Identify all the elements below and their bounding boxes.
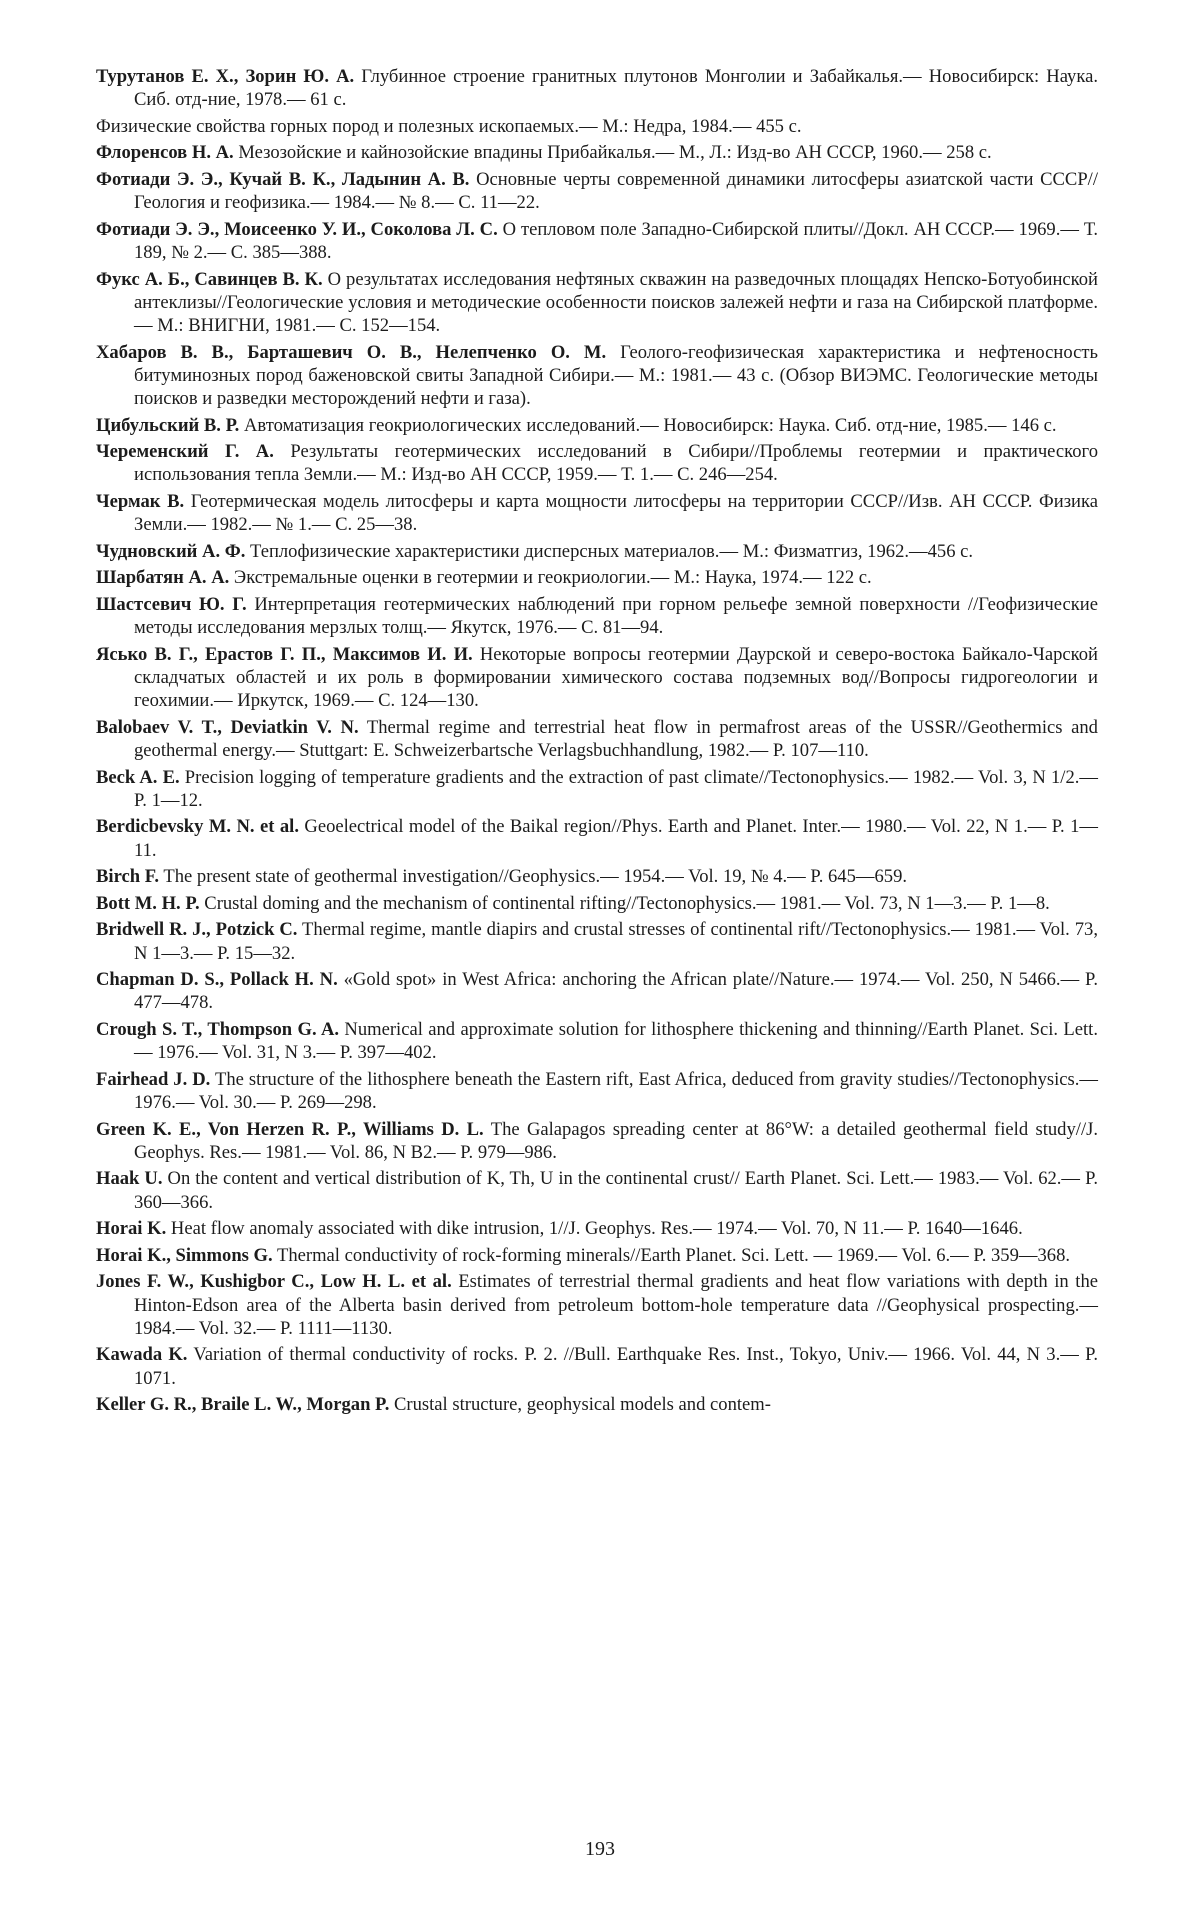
reference-entry <box>96 1167 1098 1213</box>
reference-authors: Green K. E., Von Herzen R. P., Williams D. L. <box>96 1118 484 1140</box>
reference-details: Некоторые вопросы геотермии Даурской и северо-востока Байкало-Чарской складчатых областей и их роль в формировании химического состава подземных вод//Вопросы гидрогеологии и геохимии.— Иркутск, 1969.— С. 124—130. <box>134 643 1098 712</box>
reference-details: Экстремальные оценки в геотермии и геокриологии.— М.: Наука, 1974.— 122 с. <box>229 567 872 589</box>
reference-details: О тепловом поле Западно-Сибирской плиты//Докл. АН СССР.— 1969.— Т. 189, № 2.— С. 385—388. <box>134 218 1098 263</box>
reference-entry <box>96 1018 1098 1064</box>
reference-authors: Чудновский А. Ф. <box>96 540 246 562</box>
reference-details: Crustal doming and the mechanism of continental rifting//Tectonophysics.— 1981.— Vol. 73, N 1—3.— P. 1—8. <box>199 892 1050 914</box>
reference-entry <box>96 968 1098 1014</box>
reference-authors: Флоренсов Н. А. <box>96 142 234 164</box>
reference-details: Интерпретация геотермических наблюдений при горном рельефе земной поверхности //Геофизические методы исследования мерзлых толщ.— Якутск, 1976.— С. 81—94. <box>134 593 1098 639</box>
reference-authors: Bott M. H. P. <box>96 892 200 914</box>
reference-details: Мезозойские и кайнозойские впадины Прибайкалья.— М., Л.: Изд-во АН СССР, 1960.— 258 с. <box>233 142 992 164</box>
reference-details: The present state of geothermal investigation//Geophysics.— 1954.— Vol. 19, № 4.— P. 645—659. <box>159 866 908 888</box>
reference-entry <box>96 218 1098 264</box>
reference-details: Геолого-геофизическая характеристика и нефтеносность битуминозных пород баженовской свиты Западной Сибири.— М.: 1981.— 43 с. (Обзор ВИЭМС. Геологические методы поисков и разведки месторождений нефти и газа). <box>134 341 1098 409</box>
reference-entry <box>96 168 1098 214</box>
reference-details: Автоматизация геокриологических исследований.— Новосибирск: Наука. Сиб. отд-ние, 1985.— 146 с. <box>239 414 1057 436</box>
reference-entry <box>96 643 1098 713</box>
reference-entry <box>96 141 1098 164</box>
reference-entry <box>96 341 1098 411</box>
reference-authors: Jones F. W., Kushigbor C., Low H. L. et al. <box>96 1271 452 1293</box>
reference-details: Геотермическая модель литосферы и карта мощности литосферы на территории СССР//Изв. АН СССР. Физика Земли.— 1982.— № 1.— С. 25—38. <box>134 490 1098 536</box>
reference-entry <box>96 490 1098 536</box>
reference-entry <box>96 865 1098 888</box>
reference-authors: Хабаров В. В., Барташевич О. В., Нелепченко О. М. <box>96 341 607 363</box>
reference-entry <box>96 1118 1098 1164</box>
reference-entry <box>96 65 1098 111</box>
reference-details: Numerical and approximate solution for lithosphere thickening and thinning//Earth Planet. Sci. Lett.— 1976.— Vol. 31, N 3.— P. 397—402. <box>134 1018 1098 1064</box>
reference-authors: Фотиади Э. Э., Кучай В. К., Ладынин А. В. <box>96 168 470 190</box>
reference-entry <box>96 593 1098 639</box>
reference-details: О результатах исследования нефтяных скважин на разведочных площадях Непско-Ботуобинской антеклизы//Геологические условия и методические особенности поисков залежей нефти и газа на Сибирской платформе.— М.: ВНИГНИ, 1981.— С. 152—154. <box>134 268 1098 336</box>
reference-details: Estimates of terrestrial thermal gradients and heat flow variations with depth in the Hinton-Edson area of the Alberta basin derived from petroleum bottom-hole temperature data //Geophysical prospecting.— 1984.— Vol. 32.— P. 1111—1130. <box>134 1271 1098 1339</box>
reference-entry <box>96 1343 1098 1389</box>
reference-details: Глубинное строение гранитных плутонов Монголии и Забайкалья.— Новосибирск: Наука. Сиб. отд-ние, 1978.— 61 с. <box>134 66 1098 111</box>
reference-authors: Bridwell R. J., Potzick C. <box>96 919 298 941</box>
reference-details: «Gold spot» in West Africa: anchoring the African plate//Nature.— 1974.— Vol. 250, N 5466.— P. 477—478. <box>134 969 1098 1014</box>
reference-authors: Haak U. <box>96 1168 163 1190</box>
reference-authors: Ясько В. Г., Ерастов Г. П., Максимов И. И. <box>96 643 473 665</box>
reference-details: Precision logging of temperature gradients and the extraction of past climate//Tectonophysics.— 1982.— Vol. 3, N 1/2.— P. 1—12. <box>134 766 1098 811</box>
reference-details: Variation of thermal conductivity of rocks. P. 2. //Bull. Earthquake Res. Inst., Tokyo, Univ.— 1966. Vol. 44, N 3.— P. 1071. <box>134 1344 1098 1389</box>
reference-details: Thermal conductivity of rock-forming minerals//Earth Planet. Sci. Lett. — 1969.— Vol. 6.— P. 359—368. <box>272 1244 1071 1266</box>
reference-entry <box>96 566 1098 589</box>
reference-authors: Horai K., Simmons G. <box>96 1244 273 1266</box>
reference-entry <box>96 815 1098 861</box>
reference-entry <box>96 1393 1098 1416</box>
reference-authors: Chapman D. S., Pollack H. N. <box>96 969 338 991</box>
reference-details: On the content and vertical distribution of K, Th, U in the continental crust// Earth Planet. Sci. Lett.— 1983.— Vol. 62.— P. 360—366. <box>134 1168 1098 1213</box>
reference-entry <box>96 268 1098 338</box>
reference-entry <box>96 115 1098 138</box>
reference-authors: Horai K. <box>96 1218 167 1240</box>
reference-entry <box>96 918 1098 964</box>
reference-entry <box>96 1217 1098 1240</box>
reference-details: Thermal regime and terrestrial heat flow in permafrost areas of the USSR//Geothermics and geothermal energy.— Stuttgart: E. Schweizerbartsche Verlagsbuchhandlung, 1982.— P. 107—110. <box>134 716 1098 761</box>
reference-details: The Galapagos spreading center at 86°W: a detailed geothermal field study//J. Geophys. Res.— 1981.— Vol. 86, N B2.— P. 979—986. <box>134 1118 1098 1163</box>
reference-authors: Шастсевич Ю. Г. <box>96 593 247 615</box>
reference-details: Физические свойства горных пород и полезных ископаемых.— М.: Недра, 1984.— 455 с. <box>96 115 802 137</box>
reference-entry <box>96 1068 1098 1114</box>
reference-details: Результаты геотермических исследований в Сибири//Проблемы геотермии и практического использования тепла Земли.— М.: Изд-во АН СССР, 1959.— Т. 1.— С. 246—254. <box>134 441 1099 486</box>
reference-entry <box>96 540 1098 563</box>
reference-details: Geoelectrical model of the Baikal region//Phys. Earth and Planet. Inter.— 1980.— Vol. 22, N 1.— P. 1—11. <box>134 816 1098 861</box>
reference-entry <box>96 440 1098 486</box>
reference-authors: Balobaev V. T., Deviatkin V. N. <box>96 716 359 738</box>
reference-details: The structure of the lithosphere beneath the Eastern rift, East Africa, deduced from gravity studies//Tectonophysics.— 1976.— Vol. 30.— P. 269—298. <box>134 1068 1099 1113</box>
reference-authors: Kawada K. <box>96 1344 188 1366</box>
reference-authors: Череменский Г. А. <box>96 441 274 463</box>
reference-authors: Фукс А. Б., Савинцев В. К. <box>96 268 323 290</box>
reference-entry <box>96 892 1098 915</box>
reference-authors: Чермак В. <box>96 490 185 512</box>
reference-authors: Crough S. T., Thompson G. A. <box>96 1018 340 1040</box>
reference-details: Теплофизические характеристики дисперсных материалов.— М.: Физматгиз, 1962.—456 с. <box>245 540 974 562</box>
reference-details: Основные черты современной динамики литосферы азиатской части СССР//Геология и геофизика.— 1984.— № 8.— С. 11—22. <box>134 168 1098 214</box>
reference-entry <box>96 716 1098 762</box>
reference-entry <box>96 1244 1098 1267</box>
reference-authors: Фотиади Э. Э., Моисеенко У. И., Соколова Л. С. <box>96 218 498 240</box>
reference-authors: Keller G. R., Braile L. W., Morgan P. <box>96 1394 390 1416</box>
reference-authors: Berdicbevsky M. N. et al. <box>96 816 299 838</box>
reference-authors: Цибульский В. Р. <box>96 414 240 436</box>
reference-details: Heat flow anomaly associated with dike intrusion, 1//J. Geophys. Res.— 1974.— Vol. 70, N 11.— P. 1640—1646. <box>166 1218 1023 1240</box>
reference-authors: Birch F. <box>96 866 160 888</box>
reference-authors: Турутанов Е. Х., Зорин Ю. А. <box>96 66 355 87</box>
reference-list <box>96 65 1098 1420</box>
reference-authors: Шарбатян А. А. <box>96 567 230 589</box>
reference-entry <box>96 1270 1098 1340</box>
reference-authors: Fairhead J. D. <box>96 1068 211 1090</box>
reference-entry <box>96 414 1098 437</box>
reference-entry <box>96 766 1098 812</box>
page-number: 193 <box>585 1838 615 1860</box>
reference-details: Crustal structure, geophysical models and contem- <box>389 1394 771 1416</box>
reference-details: Thermal regime, mantle diapirs and crustal stresses of continental rift//Tectonophysics.— 1981.— Vol. 73, N 1—3.— P. 15—32. <box>134 919 1098 964</box>
reference-authors: Beck A. E. <box>96 766 180 788</box>
